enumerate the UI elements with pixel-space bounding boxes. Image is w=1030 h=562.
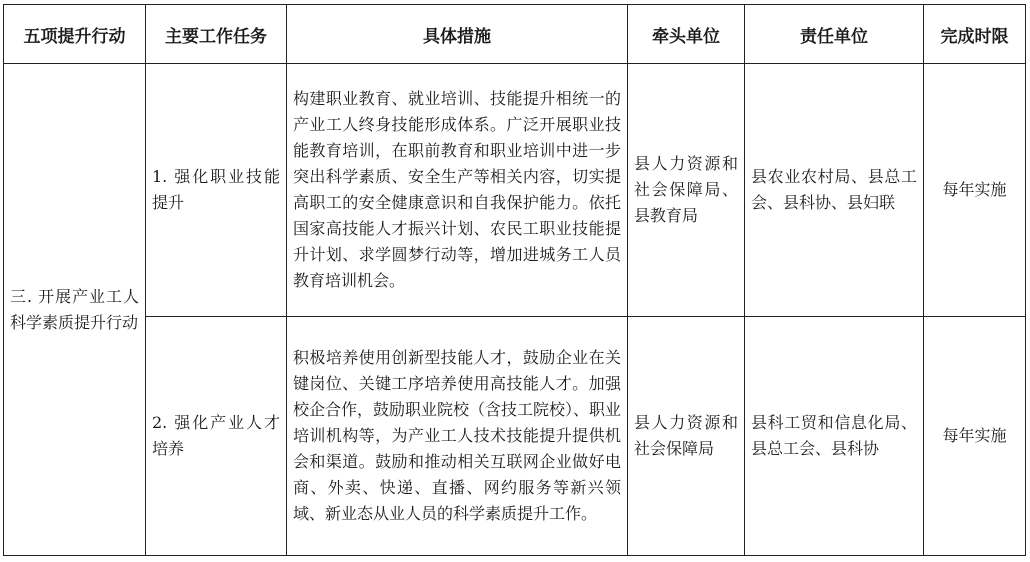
table-row	[4, 64, 1026, 317]
responsible-unit-cell	[745, 317, 924, 556]
responsible-unit-text: 县科工贸和信息化局、县总工会、县科协	[751, 413, 917, 458]
header-action: 五项提升行动	[4, 5, 146, 64]
action-text: 三. 开展产业工人科学素质提升行动	[10, 286, 139, 332]
table-header-row	[4, 5, 1026, 64]
deadline-text: 每年实施	[942, 426, 1007, 445]
task-cell	[146, 317, 287, 556]
header-task: 主要工作任务	[146, 5, 287, 64]
action-cell	[4, 64, 146, 556]
deadline-text: 每年实施	[942, 180, 1007, 199]
deadline-cell	[924, 64, 1026, 317]
measures-text: 积极培养使用创新型技能人才，鼓励企业在关键岗位、关键工序培养使用高技能人才。加强校企合作，鼓励职业院校（含技工院校）、职业培训机构等，为产业工人技术技能提升提供机会和渠道。鼓励和推动相关互联网企业做好电商、外卖、快递、直播、网约服务等新兴领域、新业态从业人员的科学素质提升工作。	[293, 348, 622, 523]
task-text: 2. 强化产业人才培养	[152, 413, 280, 458]
measures-text: 构建职业教育、就业培训、技能提升相统一的产业工人终身技能形成体系。广泛开展职业技能教育培训，在职前教育和职业培训中进一步突出科学素质、安全生产等相关内容，切实提高职工的安全健康意识和自我保护能力。依托国家高技能人才振兴计划、农民工职业技能提升计划、求学圆梦行动等，增加进城务工人员教育培训机会。	[293, 89, 621, 290]
lead-unit-text: 县人力资源和社会保障局	[634, 413, 738, 458]
table-row	[4, 317, 1026, 556]
task-text: 1. 强化职业技能提升	[152, 167, 280, 212]
header-measures: 具体措施	[287, 5, 628, 64]
responsible-unit-text: 县农业农村局、县总工会、县科协、县妇联	[751, 167, 917, 212]
measures-cell	[287, 64, 628, 317]
lead-unit-cell	[628, 64, 745, 317]
lead-unit-text: 县人力资源和社会保障局、县教育局	[634, 154, 738, 225]
lead-unit-cell	[628, 317, 745, 556]
measures-cell	[287, 317, 628, 556]
responsible-unit-cell	[745, 64, 924, 317]
task-cell	[146, 64, 287, 317]
header-lead-unit: 牵头单位	[628, 5, 745, 64]
header-responsible-unit: 责任单位	[745, 5, 924, 64]
header-deadline: 完成时限	[924, 5, 1026, 64]
deadline-cell	[924, 317, 1026, 556]
action-plan-table	[3, 4, 1026, 556]
